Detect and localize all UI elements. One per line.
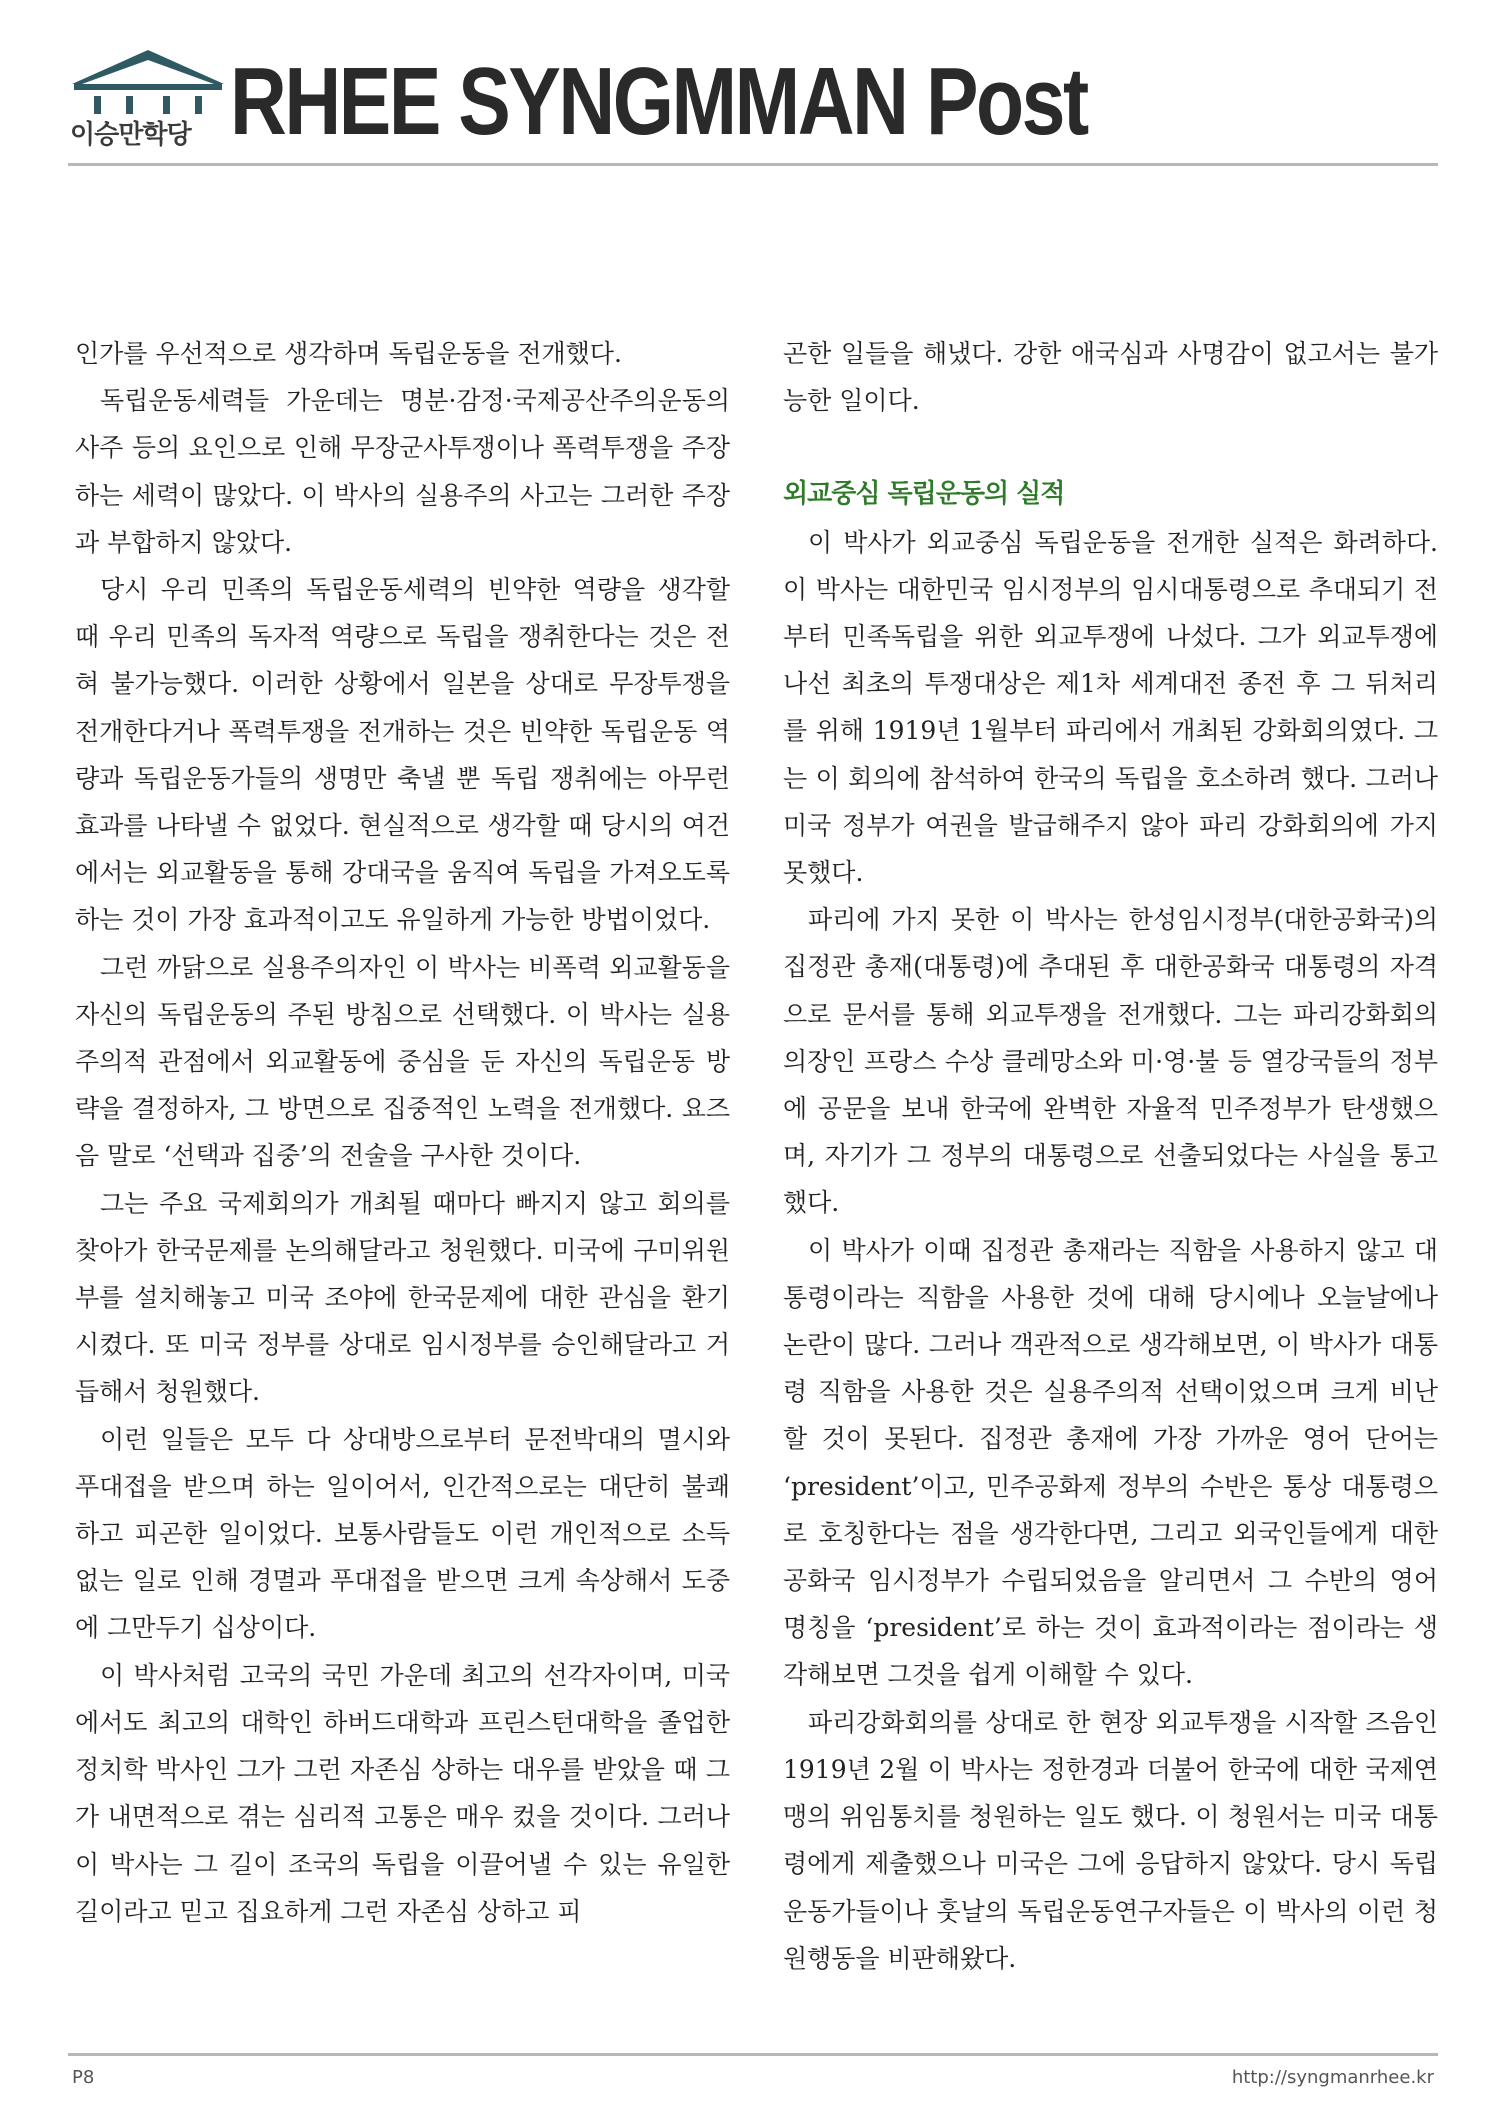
page-number: P8 (72, 2067, 95, 2088)
right-column (783, 330, 1438, 1982)
paragraph: 당시 우리 민족의 독립운동세력의 빈약한 역량을 생각할 때 우리 민족의 독자적 역량으로 독립을 쟁취한다는 것은 전혀 불가능했다. 이러한 상황에서 일본을 상대로 무장투쟁을 전개한다거나 폭력투쟁을 전개하는 것은 빈약한 독립운동 역량과 독립운동가들의 생명만 축낼 뿐 독립 쟁취에는 아무런 효과를 나타낼 수 없었다. 현실적으로 생각할 때 당시의 여건에서는 외교활동을 통해 강대국을 움직여 독립을 가져오도록 하는 것이 가장 효과적이고도 유일하게 가능한 방법이었다. (75, 575, 730, 935)
paragraph: 독립운동세력들 가운데는 명분·감정·국제공산주의운동의 사주 등의 요인으로 인해 무장군사투쟁이나 폭력투쟁을 주장하는 세력이 많았다. 이 박사의 실용주의 사고는 그러한 주장과 부합하지 않았다. (75, 386, 730, 557)
paragraph: 곤한 일들을 해냈다. 강한 애국심과 사명감이 없고서는 불가능한 일이다. (783, 339, 1438, 416)
paragraph: 이 박사가 외교중심 독립운동을 전개한 실적은 화려하다. 이 박사는 대한민국 임시정부의 임시대통령으로 추대되기 전부터 민족독립을 위한 외교투쟁에 나섰다. 그가 외교투쟁에 나선 최초의 투쟁대상은 제1차 세계대전 종전 후 그 뒤처리를 위해 1919년 1월부터 파리에서 개최된 강화회의였다. 그는 이 회의에 참석하여 한국의 독립을 호소하려 했다. 그러나 미국 정부가 여권을 발급해주지 않아 파리 강화회의에 가지 못했다. (783, 527, 1438, 888)
paragraph: 그는 주요 국제회의가 개최될 때마다 빠지지 않고 회의를 찾아가 한국문제를 논의해달라고 청원했다. 미국에 구미위원부를 설치해놓고 미국 조야에 한국문제에 대한 관심을 환기시켰다. 또 미국 정부를 상대로 임시정부를 승인해달라고 거듭해서 청원했다. (75, 1188, 730, 1407)
header-divider (68, 163, 1438, 166)
paragraph: 이런 일들은 모두 다 상대방으로부터 문전박대의 멸시와 푸대접을 받으며 하는 일이어서, 인간적으로는 대단히 불쾌하고 피곤한 일이었다. 보통사람들도 이런 개인적으로 소득 없는 일로 인해 경멸과 푸대접을 받으면 크게 속상해서 도중에 그만두기 십상이다. (75, 1424, 730, 1643)
paragraph: 인가를 우선적으로 생각하며 독립운동을 전개했다. (75, 339, 622, 368)
paragraph: 파리강화회의를 상대로 한 현장 외교투쟁을 시작할 즈음인 1919년 2월 이 박사는 정한경과 더불어 한국에 대한 국제연맹의 위임통치를 청원하는 일도 했다. 이 청원서는 미국 대통령에게 제출했으나 미국은 그에 응답하지 않았다. 당시 독립운동가들이나 훗날의 독립운동연구자들은 이 박사의 이런 청원행동을 비판해왔다. (783, 1707, 1438, 1973)
paragraph: 이 박사가 이때 집정관 총재라는 직함을 사용하지 않고 대통령이라는 직함을 사용한 것에 대해 당시에나 오늘날에나 논란이 많다. 그러나 객관적으로 생각해보면, 이 박사가 대통령 직함을 사용한 것은 실용주의적 선택이었으며 크게 비난할 것이 못된다. 집정관 총재에 가장 가까운 영어 단어는 ‘president’이고, 민주공화제 정부의 수반은 통상 대통령으로 호칭한다는 점을 생각한다면, 그리고 외국인들에게 대한공화국 임시정부가 수립되었음을 알리면서 그 수반의 영어 명칭을 ‘president’로 하는 것이 효과적이라는 점이라는 생각해보면 그것을 쉽게 이해할 수 있다. (783, 1235, 1438, 1690)
masthead (68, 40, 1438, 158)
website-url: http://syngmanrhee.kr (1231, 2067, 1434, 2088)
section-heading: 외교중심 독립운동의 실적 (783, 479, 1065, 510)
footer-divider (68, 2053, 1438, 2056)
left-column (75, 330, 730, 1935)
paragraph: 그런 까닭으로 실용주의자인 이 박사는 비폭력 외교활동을 자신의 독립운동의 주된 방침으로 선택했다. 이 박사는 실용주의적 관점에서 외교활동에 중심을 둔 자신의 독립운동 방략을 결정하자, 그 방면으로 집중적인 노력을 전개했다. 요즈음 말로 ‘선택과 집중’의 전술을 구사한 것이다. (75, 952, 730, 1171)
logo-text: 이승만학당 (70, 120, 191, 150)
publication-title: RHEE SYNGMMAN Post (230, 48, 1087, 155)
paragraph: 파리에 가지 못한 이 박사는 한성임시정부(대한공화국)의 집정관 총재(대통령)에 추대된 후 대한공화국 대통령의 자격으로 문서를 통해 외교투쟁을 전개했다. 그는 파리강화회의 의장인 프랑스 수상 클레망소와 미·영·불 등 열강국들의 정부에 공문을 보내 한국에 완벽한 자율적 민주정부가 탄생했으며, 자기가 그 정부의 대통령으로 선출되었다는 사실을 통고했다. (783, 905, 1438, 1218)
paragraph: 이 박사처럼 고국의 국민 가운데 최고의 선각자이며, 미국에서도 최고의 대학인 하버드대학과 프린스턴대학을 졸업한 정치학 박사인 그가 그런 자존심 상하는 대우를 받았을 때 그가 내면적으로 겪는 심리적 고통은 매우 컸을 것이다. 그러나 이 박사는 그 길이 조국의 독립을 이끌어낼 수 있는 유일한 길이라고 믿고 집요하게 그런 자존심 상하고 피 (75, 1660, 730, 1926)
